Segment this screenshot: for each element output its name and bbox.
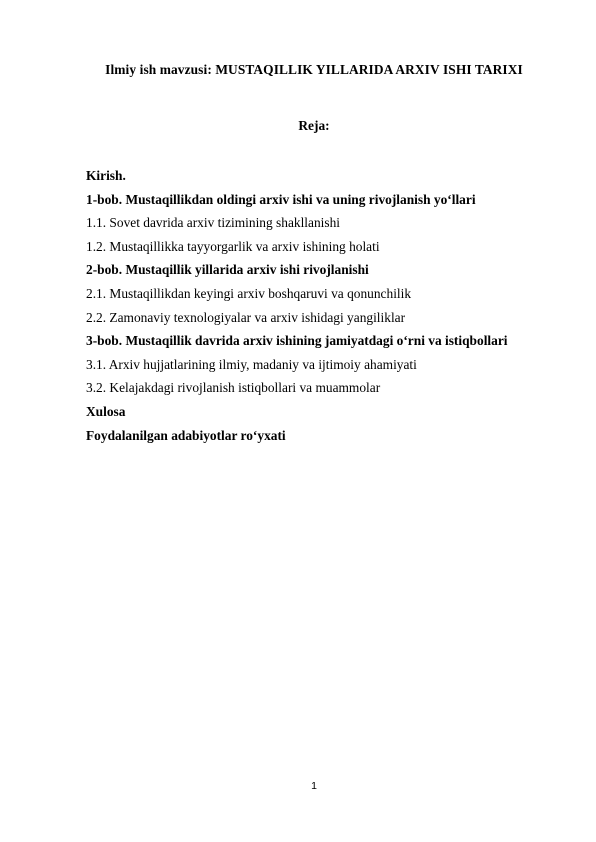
- document-title: Ilmiy ish mavzusi: MUSTAQILLIK YILLARIDA ARXIV ISHI TARIXI: [105, 62, 523, 77]
- toc-item-introduction: Kirish.: [86, 168, 126, 183]
- toc-item-section-3-2: 3.2. Kelajakdagi rivojlanish istiqbollari va muammolar: [86, 380, 381, 396]
- toc-item-section-1-1: 1.1. Sovet davrida arxiv tizimining shakllanishi: [86, 215, 341, 231]
- toc-item-section-2-2: 2.2. Zamonaviy texnologiyalar va arxiv ishidagi yangiliklar: [86, 309, 406, 325]
- toc-item-conclusion: Xulosa: [86, 403, 126, 419]
- toc-item-section-3-1: 3.1. Arxiv hujjatlarining ilmiy, madaniy va ijtimoiy ahamiyati: [86, 356, 417, 372]
- toc-item-chapter-3: 3-bob. Mustaqillik davrida arxiv ishining jamiyatdagi o‘rni va istiqbollari: [86, 333, 508, 349]
- toc-item-references: Foydalanilgan adabiyotlar ro‘yxati: [86, 427, 286, 443]
- toc-item-section-2-1: 2.1. Mustaqillikdan keyingi arxiv boshqaruvi va qonunchilik: [86, 285, 412, 301]
- toc-item-chapter-1: 1-bob. Mustaqillikdan oldingi arxiv ishi va uning rivojlanish yo‘llari: [86, 191, 476, 207]
- toc-item-chapter-2: 2-bob. Mustaqillik yillarida arxiv ishi rivojlanishi: [86, 262, 369, 278]
- page-number: 1: [311, 780, 317, 792]
- plan-heading: Reja:: [298, 118, 330, 133]
- toc-item-section-1-2: 1.2. Mustaqillikka tayyorgarlik va arxiv ishining holati: [86, 238, 380, 254]
- table-of-contents: [86, 164, 556, 447]
